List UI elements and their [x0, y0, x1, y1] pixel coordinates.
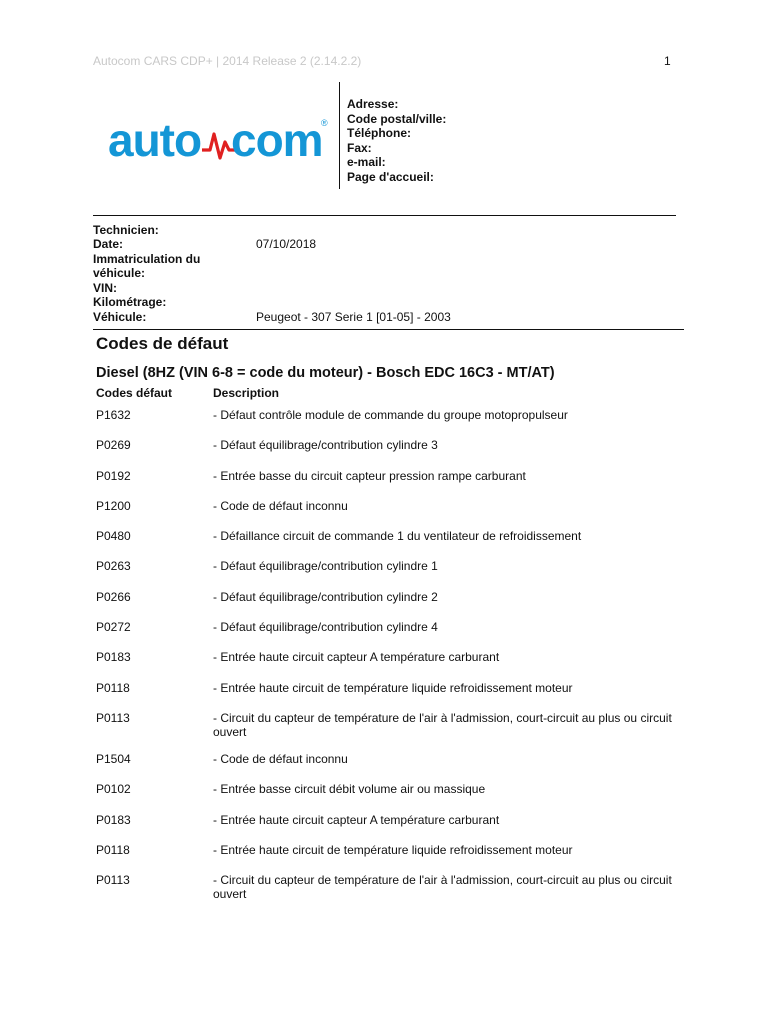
vin-row [93, 281, 673, 295]
page-number: 1 [664, 54, 671, 68]
postal-label: Code postal/ville: [347, 111, 447, 126]
table-row [96, 559, 676, 589]
fault-description: - Circuit du capteur de température de l'air à l'admission, court-circuit au plus ou circuit ouvert [213, 710, 672, 739]
fault-description: - Entrée basse circuit débit volume air ou massique [213, 782, 486, 797]
fault-code: P0272 [96, 620, 131, 635]
table-body [96, 408, 676, 914]
mileage-label: Kilométrage: [93, 295, 167, 310]
app-version-header: Autocom CARS CDP+ | 2014 Release 2 (2.14.2.2) [93, 54, 362, 68]
fault-code: P0113 [96, 710, 130, 725]
fax-label: Fax: [347, 140, 372, 155]
fault-description: - Défaut équilibrage/contribution cylindre 4 [213, 620, 438, 635]
fault-description: - Entrée haute circuit capteur A température carburant [213, 650, 500, 665]
date-label: Date: [93, 237, 124, 252]
fault-description: - Défaut équilibrage/contribution cylindre 1 [213, 559, 438, 574]
company-details [347, 97, 446, 185]
divider-top [93, 215, 676, 216]
fault-description: - Défaut contrôle module de commande du groupe motopropulseur [213, 408, 568, 422]
table-row [96, 438, 676, 468]
column-header-description: Description [213, 386, 280, 400]
table-row [96, 408, 676, 438]
column-header-code: Codes défaut [96, 386, 173, 400]
table-row [96, 813, 676, 843]
fault-code: P0192 [96, 468, 131, 483]
phone-label: Téléphone: [347, 126, 412, 141]
fault-description: - Défaut équilibrage/contribution cylindre 2 [213, 589, 438, 604]
fault-code: P0102 [96, 782, 131, 797]
vehicle-value: Peugeot - 307 Serie 1 [01-05] - 2003 [256, 310, 451, 325]
mileage-row [93, 295, 673, 309]
section-title: Codes de défaut [96, 334, 229, 353]
fault-code-table [96, 386, 676, 914]
fault-description: - Code de défaut inconnu [213, 498, 348, 513]
registration-row [93, 252, 673, 266]
table-row [96, 529, 676, 559]
registration-label-2: véhicule: [93, 266, 146, 281]
table-row [96, 843, 676, 873]
fault-description: - Défaut équilibrage/contribution cylindre 3 [213, 438, 438, 453]
fault-description: - Entrée haute circuit capteur A température carburant [213, 812, 500, 827]
fault-code: P0263 [96, 559, 131, 574]
registration-row-cont [93, 266, 673, 280]
registration-label-1: Immatriculation du [93, 251, 201, 266]
table-row [96, 469, 676, 499]
fault-description: - Code de défaut inconnu [213, 751, 348, 766]
fault-code: P0480 [96, 529, 131, 544]
date-value: 07/10/2018 [256, 237, 317, 252]
date-row [93, 237, 673, 251]
fault-code: P0269 [96, 438, 131, 453]
fault-code: P1632 [96, 408, 131, 422]
divider-bottom [93, 329, 684, 330]
vin-label: VIN: [93, 280, 117, 295]
table-row [96, 681, 676, 711]
table-row [96, 782, 676, 812]
fault-code: P0266 [96, 589, 131, 604]
fault-description: - Défaillance circuit de commande 1 du ventilateur de refroidissement [213, 529, 582, 544]
table-row [96, 711, 676, 752]
table-header [96, 386, 676, 408]
homepage-label: Page d'accueil: [347, 169, 434, 184]
fault-description: - Entrée haute circuit de température liquide refroidissement moteur [213, 842, 573, 857]
address-label: Adresse: [347, 97, 399, 111]
registered-mark: ® [321, 118, 328, 128]
fault-code: P0183 [96, 812, 131, 827]
technician-label: Technicien: [93, 223, 159, 237]
vehicle-row [93, 310, 673, 324]
fault-code: P0183 [96, 650, 131, 665]
fault-code: P1504 [96, 751, 131, 766]
fault-code: P0118 [96, 680, 130, 695]
logo-text-com: com [231, 114, 323, 166]
fault-description: - Circuit du capteur de température de l'air à l'admission, court-circuit au plus ou circuit ouvert [213, 873, 672, 902]
fault-code: P1200 [96, 498, 131, 513]
fault-code: P0118 [96, 842, 130, 857]
table-row [96, 590, 676, 620]
table-row [96, 873, 676, 914]
table-row [96, 620, 676, 650]
vehicle-label: Véhicule: [93, 310, 147, 325]
technician-value [256, 223, 673, 237]
table-row [96, 650, 676, 680]
header-divider [339, 82, 340, 189]
fault-description: - Entrée haute circuit de température liquide refroidissement moteur [213, 680, 573, 695]
section-subtitle: Diesel (8HZ (VIN 6-8 = code du moteur) - Bosch EDC 16C3 - MT/AT) [96, 365, 555, 381]
fault-description: - Entrée basse du circuit capteur pression rampe carburant [213, 468, 526, 483]
logo-text-auto: auto [108, 114, 202, 166]
autocom-logo [108, 114, 330, 166]
email-label: e-mail: [347, 155, 386, 170]
table-row [96, 499, 676, 529]
technician-row [93, 223, 673, 237]
vehicle-info [93, 223, 673, 325]
table-row [96, 752, 676, 782]
fault-code: P0113 [96, 873, 130, 888]
